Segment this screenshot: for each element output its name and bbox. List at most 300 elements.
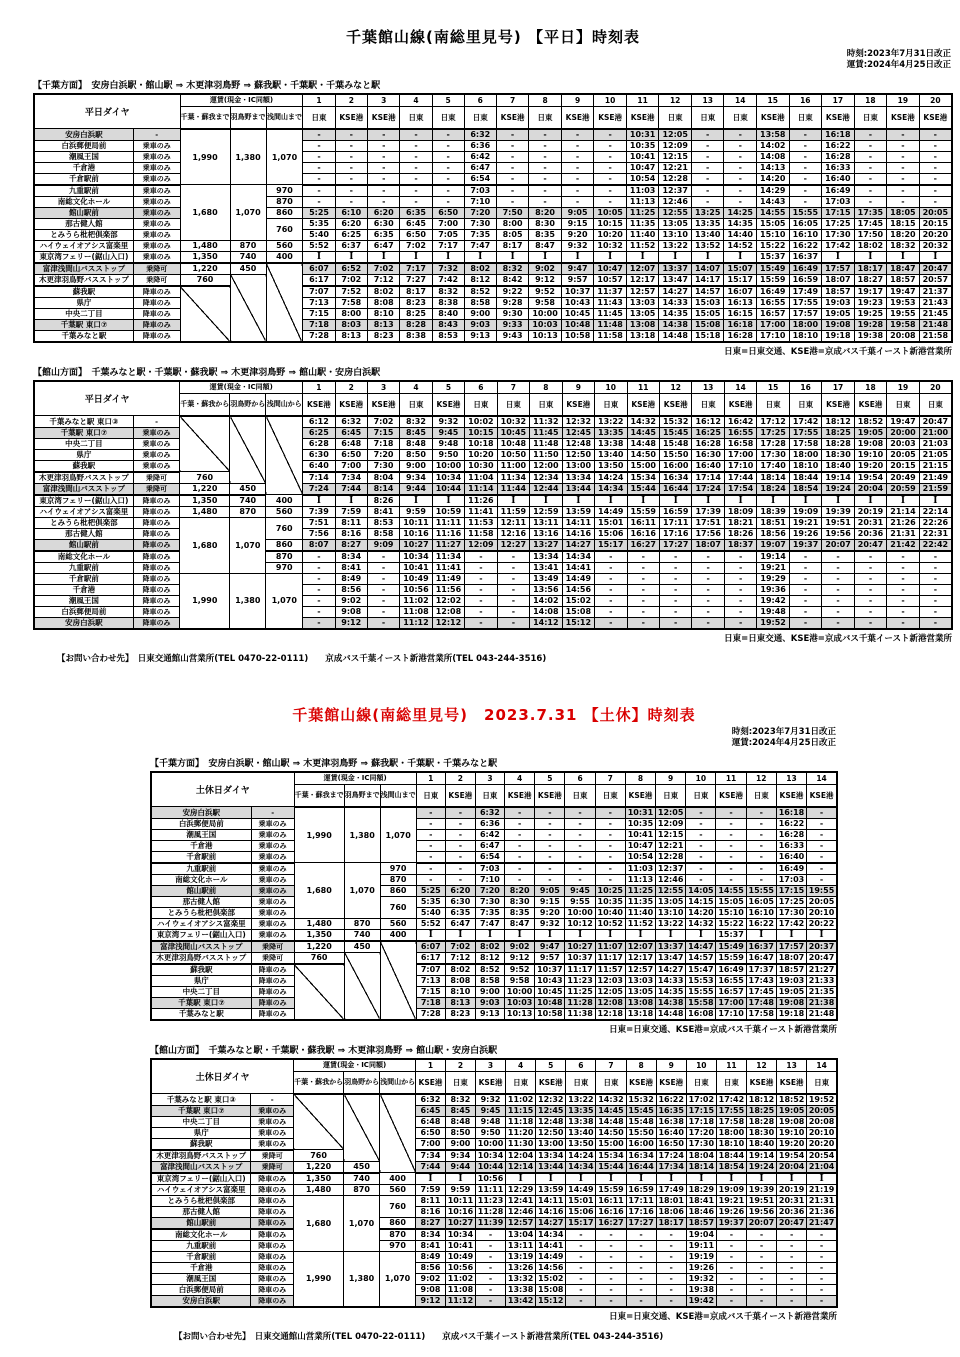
time-cell: 6:35 (400, 207, 432, 218)
time-cell: - (535, 829, 565, 840)
fare-cell: 1,070 (266, 573, 303, 629)
time-cell: 8:42 (496, 274, 528, 286)
time-cell: - (822, 617, 854, 629)
time-cell: 19:09 (716, 1184, 746, 1195)
time-cell: 12:41 (506, 1195, 536, 1206)
time-cell: 14:49 (595, 506, 627, 517)
time-cell: - (691, 140, 724, 151)
time-cell: 10:43 (561, 297, 594, 308)
boarding-type-cell: 降車のみ (251, 1262, 294, 1273)
time-cell: 13:47 (659, 274, 692, 286)
time-cell: - (686, 840, 716, 851)
time-cell: - (368, 140, 400, 151)
time-cell: - (692, 606, 724, 617)
time-cell: 19:25 (854, 308, 887, 319)
fare-cell: 1,380 (344, 1251, 380, 1307)
time-cell: 6:20 (368, 207, 400, 218)
time-cell: 16:37 (746, 941, 776, 953)
time-cell: - (777, 1273, 807, 1284)
time-cell: 18:00 (789, 319, 822, 330)
time-cell: 21:42 (887, 539, 919, 551)
time-cell: - (724, 162, 757, 173)
time-cell: 20:04 (777, 1161, 807, 1173)
time-cell: 13:22 (566, 1094, 596, 1106)
time-cell: 16:22 (776, 818, 806, 829)
time-cell: 15:08 (536, 1284, 566, 1295)
boarding-type-cell: 乗車のみ (251, 829, 294, 840)
time-cell: 5:52 (303, 240, 335, 251)
time-cell: - (692, 562, 724, 573)
operator-cell: 日東 (400, 106, 432, 129)
time-cell: 11:58 (594, 330, 627, 342)
time-cell: 19:09 (789, 506, 821, 517)
weekday-to-tateyama-caption: 【館山方面】 千葉みなと駅・千葉駅・蘇我駅 ⇒ 木更津羽鳥野 ⇒ 館山駅・安房白浜駅 (33, 367, 381, 378)
boarding-type-cell: 降車のみ (251, 1173, 294, 1185)
time-cell: 8:20 (505, 885, 535, 896)
pass-through-cell: I (854, 495, 886, 507)
boarding-type-cell: 降車のみ (251, 1284, 294, 1295)
time-cell: - (505, 807, 535, 819)
time-cell: 9:02 (416, 1273, 446, 1284)
time-cell: 17:00 (724, 449, 756, 460)
time-cell: - (919, 562, 952, 573)
time-cell: - (595, 874, 625, 885)
time-cell: - (627, 584, 659, 595)
time-cell: 8:14 (367, 483, 399, 495)
time-cell: 18:12 (746, 1094, 776, 1106)
time-cell: 16:59 (626, 1184, 656, 1195)
time-cell: 7:56 (303, 528, 335, 539)
time-cell: 10:48 (535, 997, 565, 1008)
time-cell: - (335, 196, 367, 207)
time-cell: 8:52 (464, 286, 496, 298)
time-cell: - (807, 863, 837, 875)
fare-not-applicable-cell (180, 286, 230, 342)
column-number: 8 (529, 94, 562, 107)
time-cell: - (746, 1229, 776, 1241)
time-cell: 15:45 (626, 1105, 656, 1116)
time-cell: 6:54 (475, 851, 504, 863)
time-cell: - (566, 1284, 596, 1295)
time-cell: 10:11 (445, 1195, 475, 1206)
time-cell: - (807, 807, 837, 819)
time-cell: 21:47 (807, 1217, 837, 1229)
time-cell: 20:20 (919, 229, 952, 240)
time-cell: 7:20 (367, 449, 399, 460)
time-cell: 18:52 (854, 416, 886, 428)
pass-through-cell: I (335, 495, 367, 507)
time-cell: 17:58 (746, 1008, 776, 1020)
time-cell: 19:24 (822, 483, 854, 495)
time-cell: 11:32 (530, 416, 562, 428)
time-cell: - (887, 129, 920, 141)
boarding-type-cell: 降車のみ (133, 606, 179, 617)
time-cell: 13:18 (626, 330, 659, 342)
operator-cell: KSE港 (335, 393, 367, 416)
operator-cell: 日東 (445, 1071, 475, 1094)
time-cell: 19:05 (777, 1105, 807, 1116)
time-cell: 11:39 (475, 1217, 505, 1229)
station-cell: 木更津羽鳥野バスストップ (34, 274, 133, 286)
time-cell: 8:17 (400, 286, 432, 298)
time-cell: 7:13 (416, 975, 445, 986)
time-cell: 17:30 (822, 229, 855, 240)
pass-through-cell: I (535, 929, 565, 941)
time-cell: - (465, 551, 497, 563)
time-cell: 15:01 (566, 1195, 596, 1206)
time-cell: 13:16 (530, 528, 562, 539)
time-cell: 16:05 (789, 218, 822, 229)
time-cell: 13:08 (626, 319, 659, 330)
time-cell: 9:58 (529, 297, 562, 308)
time-cell: 5:25 (303, 207, 335, 218)
station-cell: とみうら枇杷倶楽部 (151, 1195, 251, 1206)
time-cell: 15:22 (757, 240, 790, 251)
time-cell: 13:05 (626, 308, 659, 319)
time-cell: - (595, 584, 627, 595)
time-cell: - (854, 196, 887, 207)
time-cell: 13:40 (566, 1127, 596, 1138)
station-cell: 南総文化ホール (151, 874, 251, 885)
time-cell: - (566, 1251, 596, 1262)
time-cell: 7:30 (475, 896, 504, 907)
time-cell: 20:05 (807, 1105, 837, 1116)
time-cell: 19:10 (854, 449, 886, 460)
time-cell: 18:51 (757, 517, 789, 528)
time-cell: - (627, 551, 659, 563)
station-cell: 中央二丁目 (151, 986, 251, 997)
diagram-label: 平日ダイヤ (34, 381, 180, 416)
time-cell: 12:12 (432, 617, 464, 629)
diagram-label: 平日ダイヤ (34, 94, 180, 129)
station-cell: 南総文化ホール (151, 1229, 251, 1241)
boarding-type-cell: 乗車のみ (133, 162, 180, 173)
station-cell: 千葉みなと駅 (34, 330, 133, 342)
time-cell: - (789, 595, 821, 606)
column-number: 1 (416, 772, 445, 785)
time-cell: 17:30 (757, 449, 789, 460)
boarding-type-cell: 乗降可 (251, 952, 294, 964)
time-cell: 14:16 (562, 528, 594, 539)
time-cell: 19:08 (776, 997, 806, 1008)
operator-cell: KSE港 (854, 393, 886, 416)
time-cell: - (303, 196, 335, 207)
fare-cell: 560 (266, 240, 303, 251)
column-number: 10 (594, 94, 627, 107)
time-cell: 9:47 (561, 263, 594, 275)
time-cell: 8:02 (464, 263, 496, 275)
time-cell: 13:05 (656, 896, 686, 907)
time-cell: - (777, 1240, 807, 1251)
column-number: 5 (432, 381, 464, 394)
time-cell: - (465, 562, 497, 573)
time-cell: 10:12 (565, 918, 595, 929)
station-cell: 千葉駅 東口⑦ (34, 427, 133, 438)
time-cell: 17:54 (724, 483, 756, 495)
time-cell: - (565, 863, 595, 875)
time-cell: 19:08 (822, 319, 855, 330)
time-cell: 16:57 (716, 986, 746, 997)
time-cell: 17:37 (746, 964, 776, 976)
time-cell: 9:43 (496, 330, 528, 342)
fare-cell: 1,070 (380, 807, 416, 863)
time-cell: 13:22 (595, 416, 627, 428)
time-cell: 13:50 (566, 1138, 596, 1150)
time-cell: 15:34 (596, 1150, 626, 1162)
time-cell: 7:10 (475, 874, 504, 885)
operator-cell: KSE港 (445, 784, 475, 807)
time-cell: - (807, 1229, 837, 1241)
fare-cell: 1,480 (294, 918, 344, 929)
boarding-type-cell: 降車のみ (251, 975, 294, 986)
time-cell: 17:58 (789, 438, 821, 449)
time-cell: 14:48 (596, 1116, 626, 1127)
time-cell: 19:42 (686, 1295, 716, 1307)
pass-through-cell: I (562, 495, 594, 507)
time-cell: 16:33 (822, 162, 855, 173)
time-cell: 15:44 (627, 483, 659, 495)
time-cell: - (335, 140, 367, 151)
time-cell: 9:32 (475, 1094, 505, 1106)
time-cell: - (854, 151, 887, 162)
column-number: 13 (691, 94, 724, 107)
pass-through-cell: I (887, 251, 920, 263)
time-cell: 18:02 (854, 240, 887, 251)
time-cell: 19:52 (807, 1094, 837, 1106)
boarding-type-cell: 乗車のみ (251, 885, 294, 896)
time-cell: 17:57 (822, 263, 855, 275)
operator-cell: KSE港 (416, 1071, 446, 1094)
time-cell: 17:57 (776, 941, 806, 953)
time-cell: 14:49 (566, 1184, 596, 1195)
station-cell: 安房白浜駅 (151, 1295, 251, 1307)
boarding-type-cell: 乗車のみ (251, 896, 294, 907)
time-cell: 8:12 (464, 274, 496, 286)
time-cell: 17:44 (724, 472, 756, 484)
time-cell: 10:00 (565, 907, 595, 918)
time-cell: - (445, 851, 475, 863)
time-cell: 19:19 (686, 1251, 716, 1262)
time-cell: - (303, 162, 335, 173)
station-cell: 千葉駅 東口⑦ (151, 1105, 251, 1116)
time-cell: 20:10 (807, 1127, 837, 1138)
time-cell: 19:58 (887, 319, 920, 330)
pass-through-cell: I (497, 495, 529, 507)
time-cell: - (746, 851, 776, 863)
time-cell: - (303, 173, 335, 185)
pass-through-cell: I (757, 495, 789, 507)
operator-cell: 日東 (595, 393, 627, 416)
time-cell: - (416, 863, 445, 875)
time-cell: 16:30 (692, 449, 724, 460)
time-cell: 8:00 (496, 218, 528, 229)
time-cell: 17:03 (822, 196, 855, 207)
time-cell: 15:00 (627, 460, 659, 472)
time-cell: 8:25 (400, 308, 432, 319)
holiday-revision-time: 時刻:2023年7月31日改正 (731, 726, 836, 737)
column-number: 2 (445, 772, 475, 785)
time-cell: 6:20 (335, 218, 367, 229)
time-cell: 11:45 (530, 427, 562, 438)
time-cell: 19:26 (716, 1206, 746, 1217)
time-cell: 19:07 (757, 539, 789, 551)
time-cell: 14:55 (757, 207, 790, 218)
holiday-to-tateyama-note: 日東=日東交通、KSE港=京成バス千葉イースト新港営業所 (609, 1311, 837, 1322)
time-cell: - (822, 595, 854, 606)
time-cell: 7:02 (367, 416, 399, 428)
time-cell: 22:14 (919, 506, 952, 517)
time-cell: 16:49 (789, 263, 822, 275)
time-cell: 18:14 (757, 472, 789, 484)
time-cell: 13:56 (530, 584, 562, 595)
time-cell: 15:01 (595, 517, 627, 528)
time-cell: - (535, 807, 565, 819)
time-cell: 15:34 (627, 472, 659, 484)
time-cell: 19:51 (746, 1195, 776, 1206)
time-cell: 8:16 (416, 1206, 446, 1217)
time-cell: 14:55 (716, 885, 746, 896)
pass-through-cell: I (594, 251, 627, 263)
time-cell: 9:57 (561, 274, 594, 286)
station-cell: 中央二丁目 (34, 308, 133, 319)
time-cell: 21:04 (807, 1161, 837, 1173)
fare-cell: 860 (266, 207, 303, 218)
time-cell: - (807, 1273, 837, 1284)
boarding-type-cell: 降車のみ (251, 1229, 294, 1241)
operator-cell: KSE港 (594, 106, 627, 129)
time-cell: - (887, 173, 920, 185)
time-cell: - (919, 140, 952, 151)
time-cell: 14:34 (562, 551, 594, 563)
station-cell: 東京湾フェリー(鋸山入口) (151, 1173, 251, 1185)
time-cell: - (686, 874, 716, 885)
time-cell: 21:37 (919, 286, 952, 298)
time-cell: - (854, 617, 886, 629)
time-cell: 7:50 (496, 207, 528, 218)
time-cell: 7:10 (464, 196, 496, 207)
pass-through-cell: I (432, 495, 464, 507)
time-cell: 14:48 (659, 330, 692, 342)
time-cell: 14:56 (536, 1262, 566, 1273)
time-cell: 17:25 (822, 218, 855, 229)
fare-cell: 1,480 (294, 1184, 344, 1195)
fare-cell: 970 (380, 1240, 416, 1251)
time-cell: 19:48 (757, 606, 789, 617)
time-cell: - (724, 595, 756, 606)
time-cell: 10:41 (625, 829, 655, 840)
time-cell: 14:27 (656, 964, 686, 976)
time-cell: 18:56 (757, 528, 789, 539)
time-cell: 11:48 (530, 438, 562, 449)
time-cell: 17:42 (789, 416, 821, 428)
time-cell: 6:36 (464, 140, 496, 151)
pass-through-cell: I (400, 251, 432, 263)
operator-cell: KSE港 (536, 1071, 566, 1094)
time-cell: 8:50 (445, 1127, 475, 1138)
time-cell: - (303, 551, 335, 563)
time-cell: 20:05 (887, 449, 919, 460)
time-cell: 12:32 (562, 416, 594, 428)
time-cell: - (529, 129, 562, 141)
time-cell: 7:18 (416, 997, 445, 1008)
boarding-type-cell: 降車のみ (133, 297, 180, 308)
boarding-type-cell: 乗車のみ (133, 151, 180, 162)
pass-through-cell: I (536, 1173, 566, 1185)
time-cell: - (724, 562, 756, 573)
time-cell: 15:07 (724, 263, 757, 275)
time-cell: 14:17 (691, 274, 724, 286)
time-cell: 8:34 (335, 551, 367, 563)
boarding-type-cell: 降車のみ (133, 562, 179, 573)
time-cell: 16:22 (746, 918, 776, 929)
time-cell: 12:28 (659, 173, 692, 185)
time-cell: 7:58 (335, 297, 367, 308)
time-cell: 18:44 (716, 1150, 746, 1162)
time-cell: 8:28 (400, 319, 432, 330)
fare-cell: 760 (380, 896, 416, 918)
time-cell: - (691, 185, 724, 197)
time-cell: - (692, 584, 724, 595)
column-number: 14 (807, 772, 837, 785)
time-cell: 16:33 (776, 840, 806, 851)
time-cell: 11:50 (530, 449, 562, 460)
time-cell: 17:00 (716, 997, 746, 1008)
time-cell: 15:53 (686, 975, 716, 986)
time-cell: 19:03 (776, 975, 806, 986)
fare-column-label: 千葉・蘇我から (294, 1071, 344, 1094)
boarding-type-cell: 乗車のみ (251, 929, 294, 941)
time-cell: - (807, 829, 837, 840)
time-cell: - (496, 162, 528, 173)
time-cell: 15:02 (536, 1273, 566, 1284)
time-cell: - (535, 851, 565, 863)
time-cell: 14:57 (686, 952, 716, 964)
time-cell: 18:57 (887, 274, 920, 286)
time-cell: 17:15 (822, 207, 855, 218)
time-cell: 17:00 (757, 319, 790, 330)
pass-through-cell: I (887, 495, 919, 507)
time-cell: 15:58 (686, 997, 716, 1008)
time-cell: 10:05 (594, 207, 627, 218)
station-cell: 蘇我駅 (34, 460, 133, 472)
fare-cell: 450 (230, 483, 266, 495)
column-number: 3 (367, 381, 399, 394)
time-cell: - (716, 1251, 746, 1262)
time-cell: 17:10 (716, 1008, 746, 1020)
time-cell: - (445, 840, 475, 851)
boarding-type-cell: 乗車のみ (251, 818, 294, 829)
station-cell: 那古健人館 (34, 218, 133, 229)
fare-cell: 740 (344, 929, 380, 941)
time-cell: 14:56 (562, 584, 594, 595)
time-cell: 10:56 (475, 1173, 505, 1185)
operator-cell: KSE港 (561, 106, 594, 129)
time-cell: 7:34 (416, 1150, 446, 1162)
time-cell: - (561, 162, 594, 173)
operator-cell: KSE港 (626, 106, 659, 129)
time-cell: 16:55 (716, 975, 746, 986)
time-cell: 12:11 (497, 517, 529, 528)
column-number: 7 (497, 381, 529, 394)
time-cell: - (746, 1240, 776, 1251)
time-cell: 12:55 (659, 207, 692, 218)
time-cell: 10:52 (595, 918, 625, 929)
time-cell: - (496, 185, 528, 197)
time-cell: 17:50 (854, 229, 887, 240)
time-cell: 16:49 (776, 863, 806, 875)
time-cell: - (777, 1295, 807, 1307)
time-cell: 15:17 (595, 539, 627, 551)
